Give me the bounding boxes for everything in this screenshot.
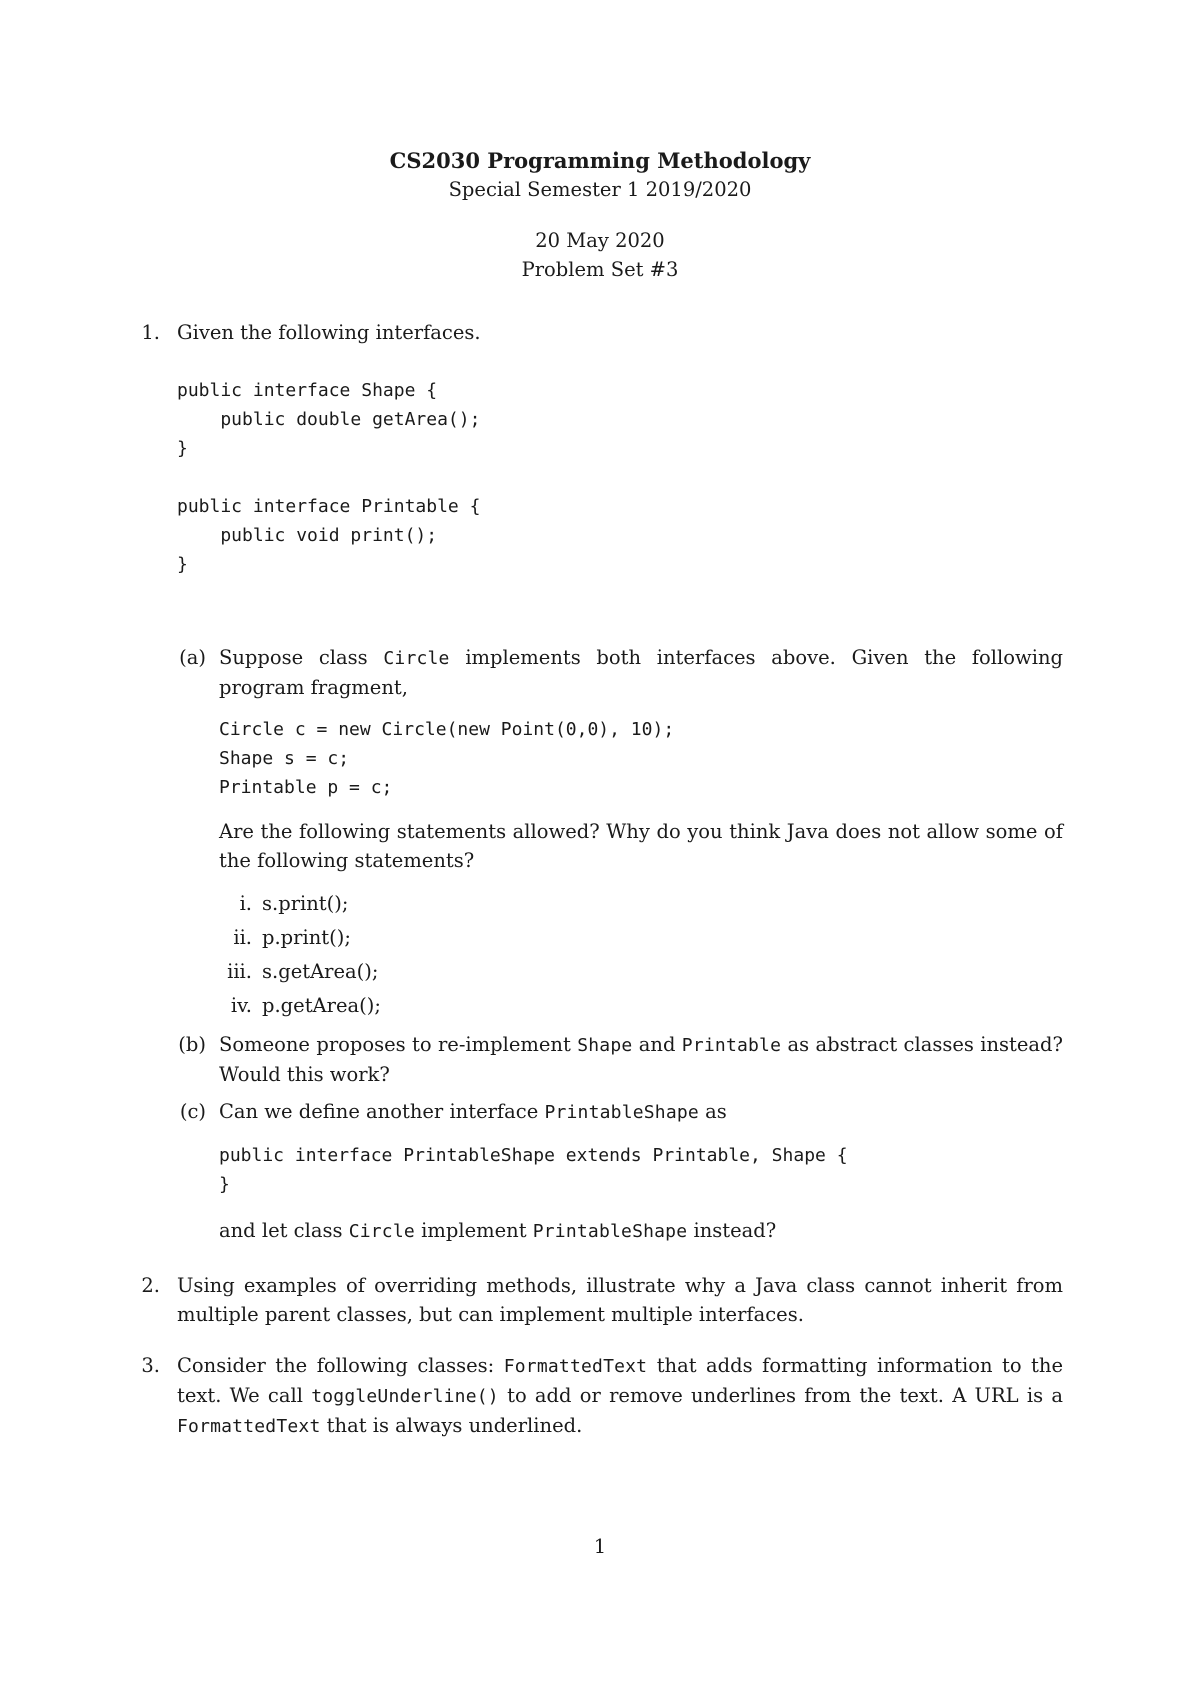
q1a-label: (a) (179, 646, 206, 669)
q1-interfaces-code: public interface Shape { public double getArea(); } public interface Printable { public void print(); } (177, 380, 481, 575)
code-formatted-text: FormattedText (503, 1356, 648, 1377)
code-shape: Shape (577, 1035, 633, 1056)
q2-number: 2. (141, 1274, 160, 1297)
code-toggle-underline: toggleUnderline() (311, 1386, 499, 1407)
q1b-text: Someone proposes to re-implement Shape and Printable as abstract classes instead? Would this work? (219, 1033, 1063, 1086)
q1a-item-text: s.print(); (262, 892, 349, 915)
date-line: 20 May 2020 (535, 229, 665, 252)
course-title: CS2030 Programming Methodology (389, 148, 811, 173)
q1a-item-number: iv. (230, 994, 252, 1017)
q3-number: 3. (141, 1354, 160, 1377)
q1a-text: Suppose class Circle implements both interfaces above. Given the following program fragment, (219, 646, 1063, 699)
q1c-label: (c) (179, 1100, 206, 1123)
q3-text: Consider the following classes: FormattedText that adds formatting information to the text. We call toggleUnderline() to add or remove underlines from the text. A URL is a FormattedText that is always underlined. (177, 1354, 1063, 1437)
q1c-text: Can we define another interface PrintableShape as (219, 1100, 727, 1123)
code-printable: Printable (681, 1035, 782, 1056)
q1-intro: Given the following interfaces. (177, 321, 481, 344)
code-printable-shape: PrintableShape (532, 1221, 688, 1242)
q1c-code: public interface PrintableShape extends Printable, Shape { } (219, 1145, 848, 1195)
q1a-code: Circle c = new Circle(new Point(0,0), 10); Shape s = c; Printable p = c; (219, 719, 675, 798)
semester-line: Special Semester 1 2019/2020 (448, 178, 752, 201)
q1a-item-number: ii. (233, 926, 252, 949)
problem-set-line: Problem Set #3 (521, 258, 679, 281)
q1b-label: (b) (178, 1033, 206, 1056)
code-printable-shape: PrintableShape (544, 1102, 699, 1123)
q1-number: 1. (141, 321, 160, 344)
code-formatted-text: FormattedText (177, 1416, 321, 1437)
q2-text: Using examples of overriding methods, illustrate why a Java class cannot inherit from multiple parent classes, but can implement multiple interfaces. (177, 1274, 1063, 1326)
q1a-item-text: s.getArea(); (262, 960, 379, 983)
page-number: 1 (593, 1535, 607, 1558)
code-circle: Circle (348, 1221, 415, 1242)
q1a-item-number: iii. (227, 960, 252, 983)
q1a-item-text: p.print(); (262, 926, 351, 949)
q1a-item-text: p.getArea(); (262, 994, 381, 1017)
q1c-follow: and let class Circle implement PrintableShape instead? (219, 1219, 777, 1242)
document-header (0, 146, 1200, 284)
q1a-question: Are the following statements allowed? Why do you think Java does not allow some of the following statements? (219, 820, 1063, 872)
code-circle: Circle (383, 648, 450, 669)
q1a-item-number: i. (239, 892, 252, 915)
